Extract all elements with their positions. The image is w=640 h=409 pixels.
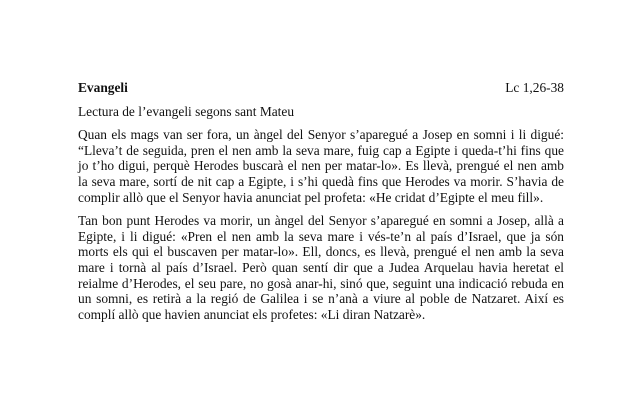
section-title: Evangeli [78,80,128,95]
reading-paragraph-1: Quan els mags van ser fora, un àngel del Senyor s’aparegué a Josep en somni i li digué: “Lleva’t de seguida, pren el nen amb la seva mare, fuig cap a Egipte i queda-t’hi fins que jo t’ho digui, perquè Herodes buscarà el nen per matar-lo». Es llevà, prengué el nen amb la seva mare, sortí de nit cap a Egipte, i s’hi quedà fins que Herodes va morir. S’havia de complir allò que el Senyor havia anunciat pel profeta: «He cridat d’Egipte el meu fill». [78,127,564,205]
document-page [78,80,564,330]
scripture-reference: Lc 1,26-38 [505,80,564,95]
reading-header [78,80,564,96]
reading-subtitle: Lectura de l’evangeli segons sant Mateu [78,103,295,119]
reading-paragraph-2: Tan bon punt Herodes va morir, un àngel del Senyor s’aparegué en somni a Josep, allà a Egipte, i li digué: «Pren el nen amb la seva mare i vés-te’n al país d’Israel, que ja són morts els qui el buscaven per matar-lo». Ell, doncs, es llevà, prengué el nen amb la seva mare i tornà al país d’Israel. Però quan sentí dir que a Judea Arquelau havia heretat el reialme d’Herodes, el seu pare, no gosà anar-hi, sinó que, seguint una indicació rebuda en un somni, es retirà a la regió de Galilea i se n’anà a viure al poble de Natzaret. Així es complí allò que havien anunciat els profetes: «Li diran Natzarè». [78,213,564,322]
